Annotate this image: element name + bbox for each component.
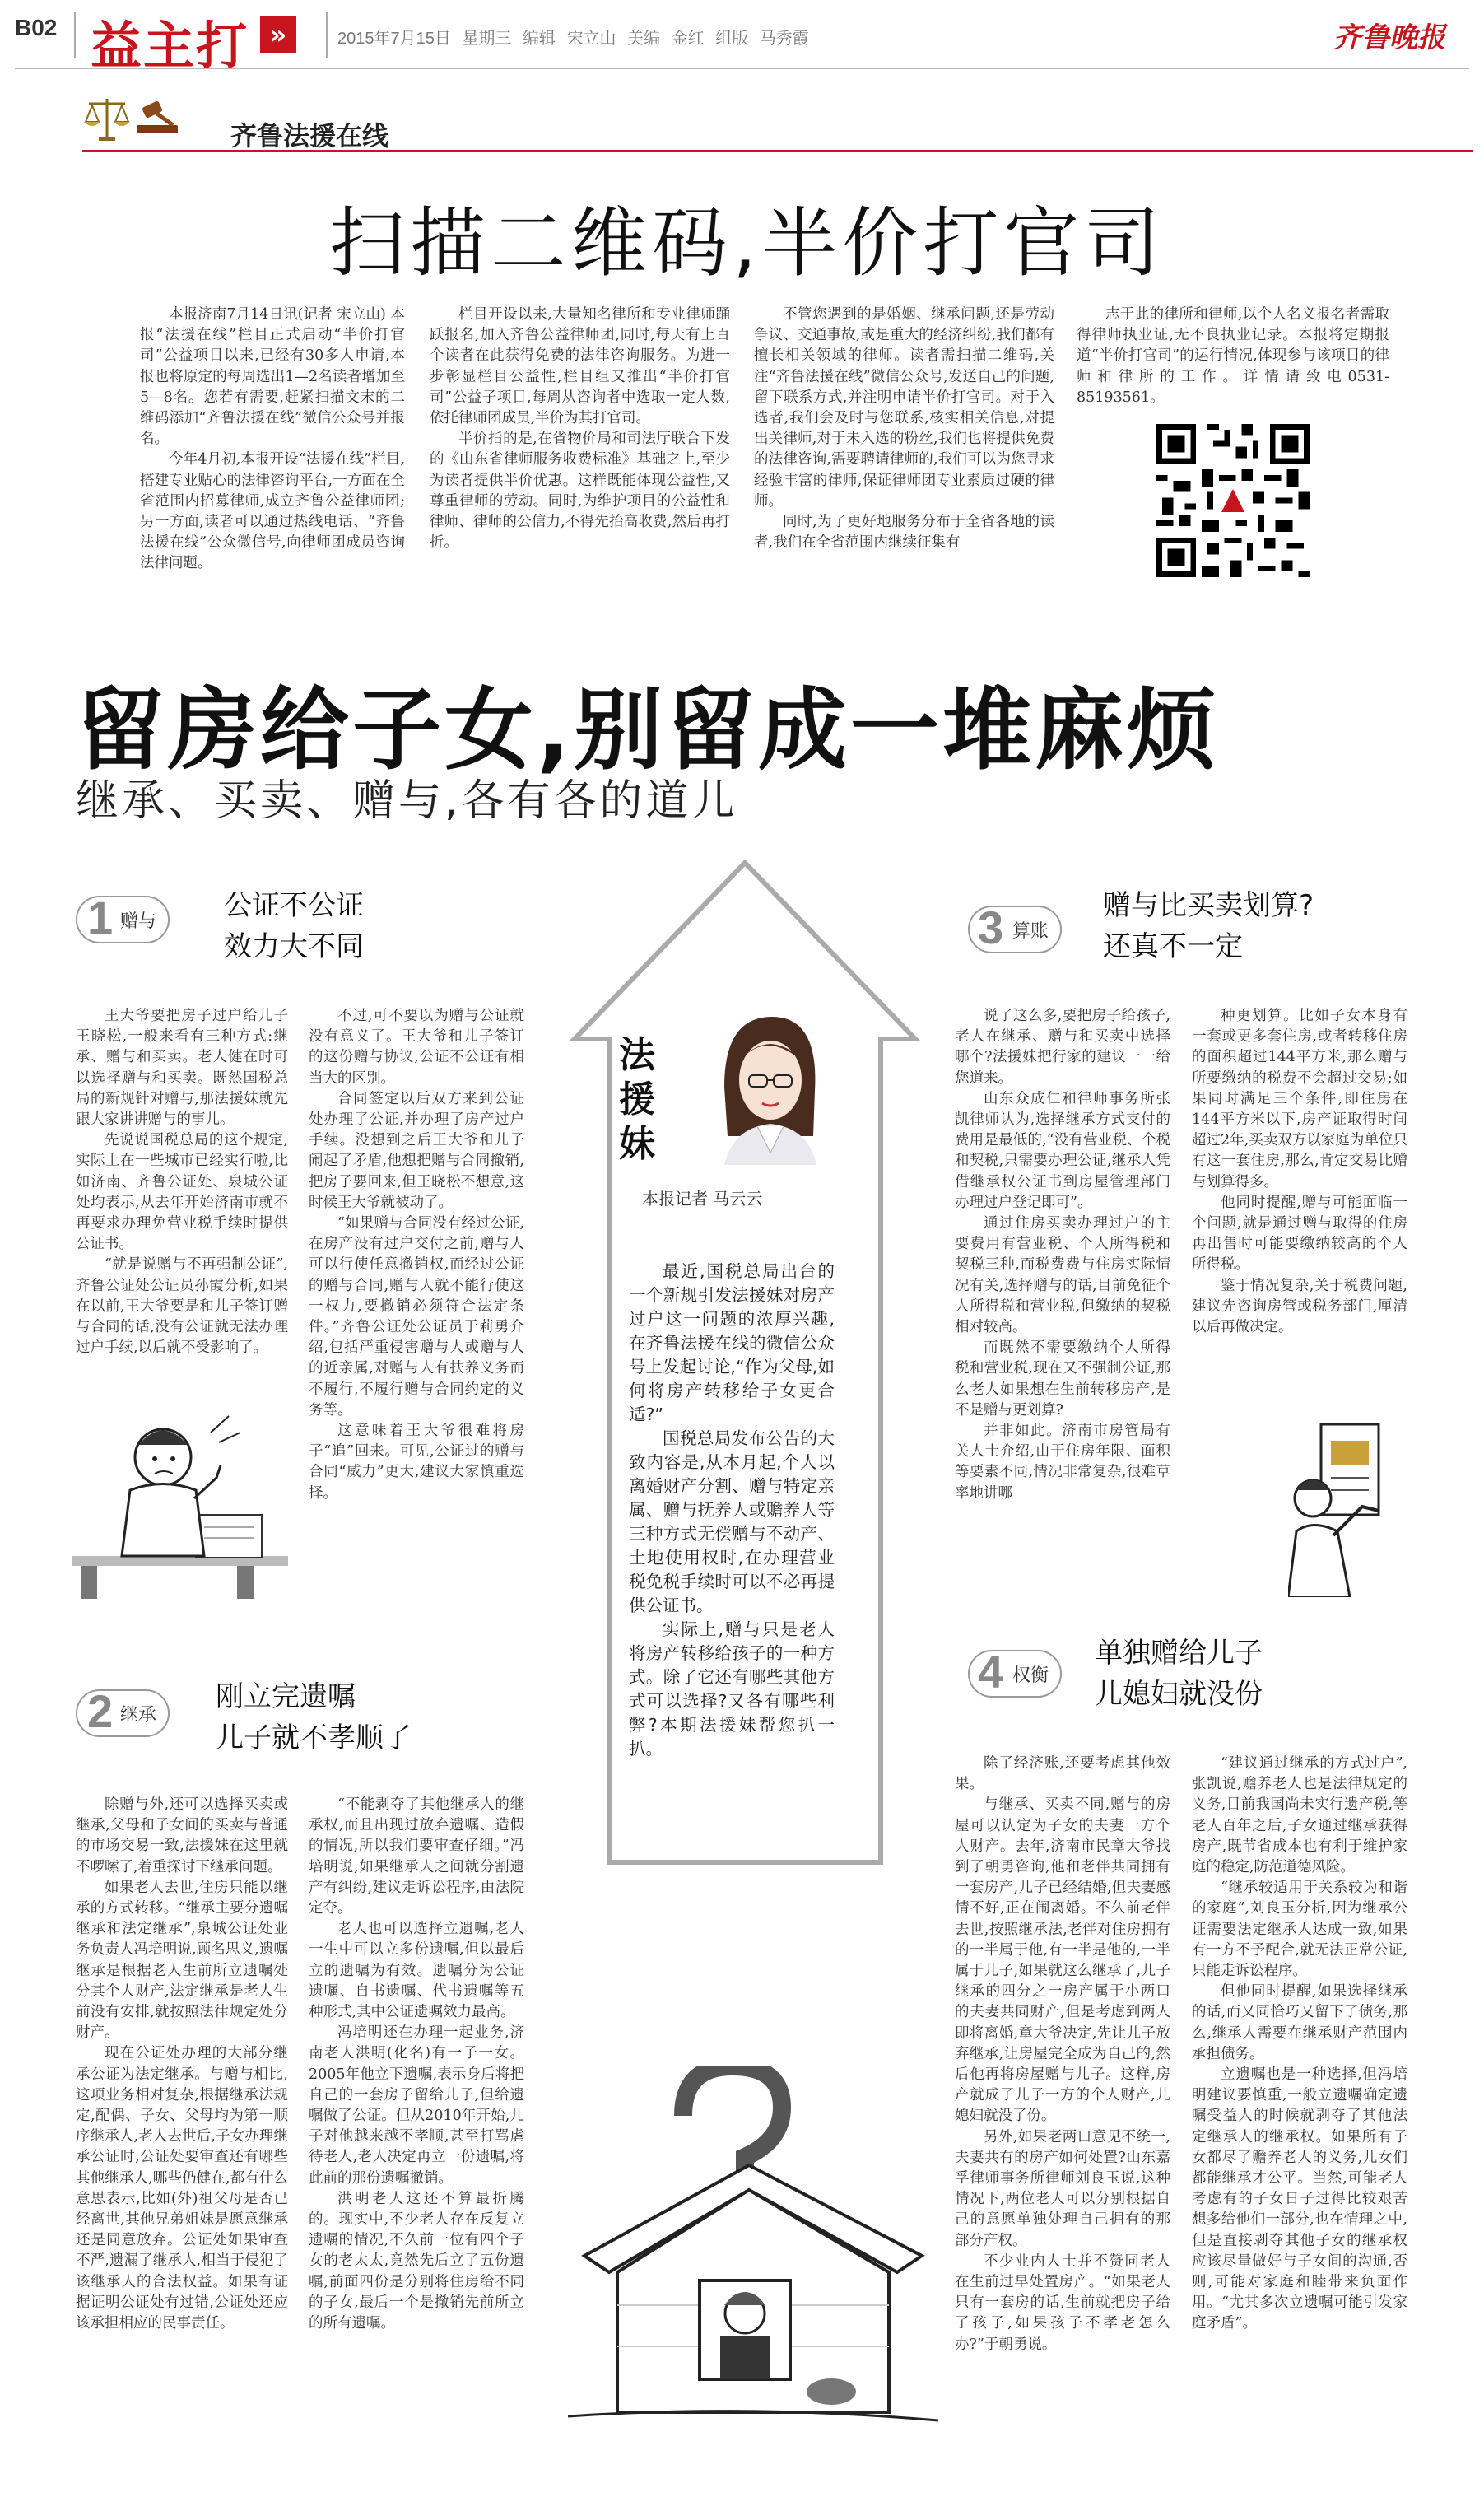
- paragraph: “如果赠与合同没有经过公证,在房产没有过户交付之前,赠与人可以行使任意撤销权,而经过公证的赠与合同,赠与人就不能行使这一权力,要撤销必须符合法定条件。”齐鲁公证处公证员于莉勇介绍,包括严重侵害赠与人或赠与人的近亲属,对赠与人有扶养义务而不履行,不履行赠与合同约定的义务等。: [309, 1215, 524, 1419]
- header-divider: [74, 12, 76, 58]
- section-number: 4: [978, 1646, 1004, 1698]
- paragraph: 本报济南7月14日讯(记者 宋立山) 本报“法援在线”栏目正式启动“半价打官司”公益项目以来,已经有30多人申请,本报也将原定的每周选出1—2名读者增加至5—8名。您若有需要,赶紧扫描文末的二维码添加“齐鲁法援在线”微信公众号并报名。: [140, 306, 405, 448]
- paragraph: “继承较适用于关系较为和谐的家庭”,刘良玉分析,因为继承公证需要法定继承人达成一致,如果有一方不予配合,就无法正常公证,只能走诉讼程序。: [1192, 1880, 1407, 1980]
- section-title-line: 公证不公证: [224, 889, 364, 922]
- paragraph: 另外,如果老两口意见不统一,夫妻共有的房产如何处置?山东嘉孚律师事务所律师刘良玉说,这种情况下,两位老人可以分别根据自己的意愿单独处理自己拥有的那部分产权。: [955, 2128, 1170, 2249]
- section-title-3: [1103, 885, 1314, 967]
- man-with-document-illustration: [1288, 1400, 1412, 1597]
- section-title-4: [1095, 1633, 1263, 1715]
- paragraph: 这意味着王大爷很难将房子“追”回来。可见,公证过的赠与合同“威力”更大,建议大家慎重选择。: [309, 1423, 524, 1502]
- section-title-2: [216, 1676, 412, 1759]
- paragraph: 老人也可以选择立遗嘱,老人一生中可以立多份遗嘱,但以最后立的遗嘱为有效。遗嘱分为公证遗嘱、自书遗嘱、代书遗嘱等五种形式,其中公证遗嘱效力最高。: [309, 1921, 524, 2021]
- headline-2: 留房给子女,别留成一堆麻烦: [76, 679, 1220, 782]
- paragraph: “建议通过继承的方式过户”,张凯说,赡养老人也是法律规定的义务,目前我国尚未实行遗产税,等老人百年之后,子女通过继承获得房产,既节省成本也有利于维护家庭的稳定,防范道德风险。: [1192, 1755, 1407, 1876]
- paragraph: 他同时提醒,赠与可能面临一个问题,就是通过赠与取得的住房再出售时可能要缴纳较高的个人所得税。: [1192, 1194, 1407, 1274]
- qr-code-icon[interactable]: [1151, 418, 1315, 583]
- paragraph: 种更划算。比如子女本身有一套或更多套住房,或者转移住房的面积超过144平方米,那么赠与所要缴纳的税费不会超过交易;如果同时满足三个条件,即住房在144平方米以下,房产证取得时间超过2年,买卖双方以家庭为单位只有这一套住房,那么,肯定交易比赠与划算得多。: [1192, 1008, 1407, 1190]
- paragraph: 现在公证处办理的大部分继承公证为法定继承。与赠与相比,这项业务相对复杂,根据继承法规定,配偶、子女、父母均为第一顺序继承人,老人去世后,子女办理继承公证时,公证处要审查还有哪些其他继承人,哪些仍健在,都有什么意思表示,比如(外)祖父母是否已经离世,其他兄弟姐妹是愿意继承还是同意放弃。公证处如果审查不严,遗漏了继承人,相当于侵犯了该继承人的合法权益。如果有证据证明公证处有过错,公证处还应该承担相应的民事责任。: [76, 2045, 288, 2332]
- house-question-illustration: [568, 2066, 938, 2429]
- paragraph: 如果老人去世,住房只能以继承的方式转移。“继承主要分遗嘱继承和法定继承”,泉城公证处业务负责人冯培明说,顾名思义,遗嘱继承是根据老人生前所立遗嘱处分其个人财产,法定继承是老人生前没有安排,就按照法律规定处分财产。: [76, 1879, 288, 2042]
- subheadline-2: 继承、买卖、赠与,各有各的道儿: [76, 776, 738, 826]
- paragraph: 栏目开设以来,大量知名律所和专业律师踊跃报名,加入齐鲁公益律师团,同时,每天有上百个读者在此获得免费的法律咨询服务。为进一步彰显栏目公益性,栏目组又推出“半价打官司”公益子项目,每周从咨询者中选取一定人数,依托律师团成员,半价为其打官司。: [430, 306, 730, 427]
- section-title-line: 还真不一定: [1103, 930, 1243, 963]
- section-title-line: 儿媳妇就没份: [1095, 1678, 1263, 1711]
- paragraph: 与继承、买卖不同,赠与的房屋可以认定为子女的夫妻一方个人财产。去年,济南市民章大爷找到了朝勇咨询,他和老伴共同拥有一套房产,儿子已经结婚,但夫妻感情不好,正在闹离婚。不久前老伴去世,按照继承法,老伴对住房拥有的一半属于他,有一半是他的,一半属于儿子,如果就这么继承了,儿子继承的四分之一房产属于小两口的夫妻共同财产,但是考虑到两人即将离婚,章大爷决定,先让儿子放弃继承,让房屋完全成为自己的,然后他再将房屋赠与儿子。这样,房产就成了儿子一方的个人财产,儿媳妇就没了份。: [955, 1796, 1170, 2125]
- paragraph: 鉴于情况复杂,关于税费问题,建议先咨询房管或税务部门,厘清以后再做决定。: [1192, 1277, 1407, 1336]
- paragraph: 不少业内人士并不赞同老人在生前过早处置房产。“如果老人只有一套房的话,生前就把房子给了孩子,如果孩子不孝老怎么办?”于朝勇说。: [955, 2252, 1170, 2353]
- article1-col3: [754, 305, 1054, 553]
- section-number: 1: [87, 892, 114, 943]
- paragraph: 立遗嘱也是一种选择,但冯培明建议要慎重,一般立遗嘱确定遗嘱受益人的时候就剥夺了其他法定继承人的继承权。如果所有子女都尽了赡养老人的义务,儿女们都能继承才公平。当然,可能老人考虑有的子女日子过得比较艰苦想多给他们一部分,也在情理之中,但是直接剥夺其他子女的继承权应该尽量做好与子女间的沟通,否则,可能对家庭和睦带来负面作用。“尤其多次立遗嘱可能引发家庭矛盾”。: [1192, 2066, 1407, 2332]
- section-tag: 算账: [1012, 921, 1049, 942]
- masthead-logo: 齐鲁晚报: [1333, 21, 1445, 54]
- section-title-line: 儿子就不孝顺了: [216, 1721, 412, 1754]
- banner-rule: [82, 150, 1473, 152]
- headline-1: 扫描二维码,半价打官司: [329, 199, 1165, 287]
- section-title: 益主打: [91, 16, 249, 76]
- section4-col2: [1192, 1754, 1407, 2335]
- chevron-right-icon: »: [260, 16, 296, 53]
- article1-col2: [430, 305, 730, 553]
- sidebar-text: [629, 1260, 835, 1761]
- section-tag: 继承: [120, 1705, 157, 1726]
- article1-col1: [140, 305, 405, 575]
- paragraph: 半价指的是,在省物价局和司法厅联合下发的《山东省律师服务收费标准》基础之上,至少为读者提供半价优惠。这样既能体现公益性,又尊重律师的劳动。同时,为维护项目的公益性和律师、律师的公信力,不得先抬高收费,然后再打折。: [430, 431, 730, 552]
- lawyer-portrait: [708, 1013, 831, 1165]
- paragraph: 而既然不需要缴纳个人所得税和营业税,现在又不强制公证,那么老人如果想在生前转移房产,是不是赠与更划算?: [955, 1339, 1170, 1419]
- column-name: 齐鲁法援在线: [230, 120, 389, 151]
- section-title-line: 单独赠给儿子: [1095, 1637, 1263, 1670]
- paragraph: 同时,为了更好地服务分布于全省各地的读者,我们在全省范围内继续征集有: [754, 514, 1054, 552]
- section2-col1: [76, 1795, 288, 2334]
- paragraph: 最近,国税总局出台的一个新规引发法援妹对房产过户这一问题的浓厚兴趣,在齐鲁法援在线的微信公众号上发起讨论,“作为父母,如何将房产转移给子女更合适?”: [629, 1261, 835, 1424]
- section-tag: 权衡: [1012, 1665, 1049, 1686]
- section1-col1: [76, 1006, 288, 1358]
- section-title-line: 赠与比买卖划算?: [1103, 889, 1314, 922]
- paragraph: 合同签定以后双方来到公证处办理了公证,并办理了房产过户手续。没想到之后王大爷和儿子闹起了矛盾,他想把赠与合同撤销,把房子要回来,但王晓松不想意,这时候王大爷就被动了。: [309, 1090, 524, 1211]
- section-title-line: 刚立完遗嘱: [216, 1680, 356, 1713]
- paragraph: 除了经济账,还要考虑其他效果。: [955, 1755, 1170, 1793]
- section-number: 2: [87, 1685, 114, 1737]
- paragraph: 志于此的律所和律师,以个人名义报名者需取得律师执业证,无不良执业记录。本报将定期报道“半价打官司”的运行情况,体现参与该项目的律师和律所的工作。详情请致电0531-85193561。: [1077, 306, 1389, 406]
- section-title-line: 效力大不同: [224, 930, 364, 963]
- header-meta: 2015年7月15日 星期三 编辑 宋立山 美编 金红 组版 马秀霞: [337, 30, 809, 48]
- header-divider: [326, 12, 328, 58]
- article1-col4: [1077, 305, 1389, 408]
- section1-col2: [309, 1006, 524, 1504]
- paragraph: 不管您遇到的是婚姻、继承问题,还是劳动争议、交通事故,或是重大的经济纠纷,我们都有擅长相关领域的律师。读者需扫描二维码,关注“齐鲁法援在线”微信公众号,发送自己的问题,留下联系方式,并注明申请半价打官司。对于入选者,我们会及时与您联系,核实相关信息,对提出关律师,对于未入选的粉丝,我们也将提供免费的法律咨询,需要聘请律师的,我们可以为您寻求经验丰富的律师,保证律师团专业素质过硬的律师。: [754, 306, 1054, 510]
- section4-col1: [955, 1754, 1170, 2355]
- paragraph: 先说说国税总局的这个规定,实际上在一些城市已经实行啦,比如济南、齐鲁公证处、泉城公证处均表示,从去年开始济南市就不再要求办理免营业税手续时提供公证书。: [76, 1132, 288, 1253]
- section-number: 3: [978, 901, 1004, 953]
- paragraph: 但他同时提醒,如果选择继承的话,而又同恰巧又留下了债务,那么,继承人需要在继承财产范围内承担债务。: [1192, 1983, 1407, 2062]
- section2-col2: [309, 1795, 524, 2334]
- paragraph: 说了这么多,要把房子给孩子,老人在继承、赠与和买卖中选择哪个?法援妹把行家的建议一一给您道来。: [955, 1008, 1170, 1087]
- header-rule: [15, 68, 1469, 69]
- paragraph: 洪明老人这还不算最折腾的。现实中,不少老人存在反复立遗嘱的情况,不久前一位有四个子女的老太太,竟然先后立了五份遗嘱,前面四份是分别将住房给不同的子女,最后一个是撤销先前所立的所有遗嘱。: [309, 2190, 524, 2332]
- sidebar-byline: 本报记者 马云云: [642, 1189, 763, 1209]
- section3-col1: [955, 1006, 1170, 1504]
- paragraph: 并非如此。济南市房管局有关人士介绍,由于住房年限、面积等要素不同,情况非常复杂,很难草率地讲哪: [955, 1423, 1170, 1502]
- paragraph: 通过住房买卖办理过户的主要费用有营业税、个人所得税和契税三种,而税费费与住房实际情况有关,选择赠与的话,目前免征个人所得税和营业税,但缴纳的契税相对较高。: [955, 1215, 1170, 1336]
- paragraph: “就是说赠与不再强制公证”,齐鲁公证处公证员孙霞分析,如果在以前,王大爷要是和儿子签订赠与合同的话,没有公证就无法办理过户手续,以后就不受影响了。: [76, 1256, 288, 1357]
- paragraph: 国税总局发布公告的大致内容是,从本月起,个人以离婚财产分割、赠与特定亲属、赠与抚养人或赡养人等三种方式无偿赠与不动产、土地使用权时,在办理营业税免税手续时可以不必再提供公证书。: [629, 1428, 835, 1615]
- man-thinking-illustration: [72, 1400, 288, 1601]
- sidebar-title: 法援妹: [619, 1034, 655, 1165]
- page-number: B02: [15, 15, 58, 40]
- paragraph: 山东众成仁和律师事务所张凯律师认为,选择继承方式支付的费用是最低的,“没有营业税、个税和契税,只需要办理公证,继承人凭借继承权公证书到房屋管理部门办理过户登记即可”。: [955, 1090, 1170, 1211]
- section3-col2: [1192, 1006, 1407, 1338]
- paragraph: 冯培明还在办理一起业务,济南老人洪明(化名)有一子一女。2005年他立下遗嘱,表示身后将把自己的一套房子留给儿子,但给遗嘱做了公证。但从2010年开始,儿子对他越来越不孝顺,甚至打骂虐待老人,老人决定再立一份遗嘱,将此前的那份遗嘱撤销。: [309, 2024, 524, 2187]
- paragraph: 实际上,赠与只是老人将房产转移给孩子的一种方式。除了它还有哪些其他方式可以选择?又各有哪些利弊?本期法援妹帮您扒一扒。: [629, 1619, 835, 1759]
- scales-of-justice-icon: [82, 92, 181, 142]
- paragraph: 不过,可不要以为赠与公证就没有意义了。王大爷和儿子签订的这份赠与协议,公证不公证有相当大的区别。: [309, 1008, 524, 1087]
- paragraph: 今年4月初,本报开设“法援在线”栏目,搭建专业贴心的法律咨询平台,一方面在全省范围内招募律师,成立齐鲁公益律师团;另一方面,读者可以通过热线电话、“齐鲁法援在线”公众微信号,向律师团成员咨询法律问题。: [140, 451, 405, 572]
- section-tag: 赠与: [120, 911, 157, 932]
- section-title-1: [224, 885, 364, 967]
- paragraph: 除赠与外,还可以选择买卖或继承,父母和子女间的买卖与普通的市场交易一致,法援妹在这里就不啰嗦了,着重探讨下继承问题。: [76, 1796, 288, 1875]
- paragraph: “不能剥夺了其他继承人的继承权,而且出现过放弃遗嘱、造假的情况,所以我们要审查仔细。”冯培明说,如果继承人之间就分割遗产有纠纷,建议走诉讼程序,由法院定夺。: [309, 1796, 524, 1917]
- paragraph: 王大爷要把房子过户给儿子王晓松,一般来看有三种方式:继承、赠与和买卖。老人健在时可以选择赠与和买卖。既然国税总局的新规针对赠与,那法援妹就先跟大家讲讲赠与的事儿。: [76, 1008, 288, 1129]
